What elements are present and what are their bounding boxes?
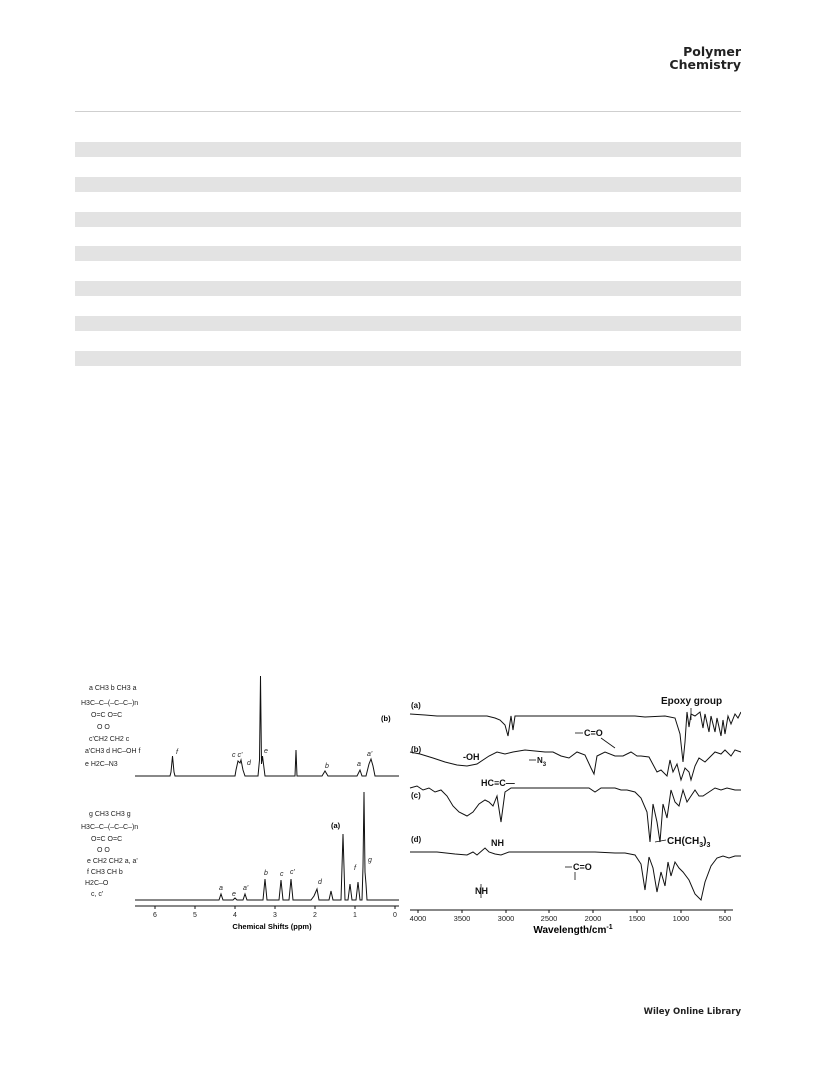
nmr-peak-label: c' [290, 869, 295, 876]
nmr-tick-label: 1 [353, 912, 357, 919]
nmr-peak-label: e [264, 748, 268, 755]
ir-trace-label: (d) [411, 835, 422, 844]
nmr-peak-label: g [368, 857, 372, 864]
nmr-peak-label: a' [367, 751, 373, 758]
nmr-peak-label: c c' [232, 752, 243, 759]
ir-x-axis-label: Wavelength/$cm^{-1}$ [533, 924, 613, 936]
ir-x-ticks [410, 910, 732, 923]
figure-svg [75, 672, 741, 942]
ir-trace-label: (c) [411, 791, 421, 800]
header-divider [75, 111, 741, 112]
nmr-peak-label: f [176, 749, 178, 756]
journal-name-line1: Polymer [683, 44, 741, 59]
tert-butyl-annotation: $CH(CH_3)_3$ [667, 836, 711, 849]
nmr-peak-label: b [264, 870, 268, 877]
redacted-text-bar [75, 246, 741, 261]
nmr-tick-label: 6 [153, 912, 157, 919]
ir-tick-label: 3500 [453, 914, 471, 923]
journal-name-line2: Chemistry [669, 57, 741, 72]
structure-line: O O [97, 724, 110, 731]
ir-panel [410, 696, 741, 936]
nh-annotation-c: NH [491, 838, 504, 848]
nmr-peak-label: d [318, 879, 322, 886]
structure-line: c'CH2 CH2 c [89, 736, 130, 743]
nmr-peak-label: f [354, 865, 356, 872]
ir-trace-c [410, 786, 741, 842]
ir-trace-labels [411, 701, 422, 844]
carbonyl-annotation-bottom: C=O [573, 862, 592, 872]
nmr-spectrum-b-label: (b) [381, 714, 391, 723]
nmr-peak-label: c [280, 871, 284, 878]
structure-line: g CH3 CH3 g [89, 811, 131, 818]
structure-line: e CH2 CH2 a, a' [87, 858, 138, 865]
ir-tick-label: 2500 [540, 914, 558, 923]
hydroxyl-annotation: -OH [463, 752, 480, 762]
structure-line: O O [97, 847, 110, 854]
nmr-peak-label: a [357, 761, 361, 768]
footer-wiley-online-library: Wiley Online Library [643, 1007, 741, 1017]
nmr-spectrum-a-label: (a) [331, 821, 341, 830]
structure-line: a'CH3 d HC–OH f [85, 748, 141, 755]
structure-line: H3C–C–(–C–C–)n [81, 700, 139, 707]
nmr-tick-label: 5 [193, 912, 197, 919]
redacted-text-bar [75, 142, 741, 157]
structure-line: c, c' [91, 891, 104, 898]
ir-trace-label: (a) [411, 701, 421, 710]
ir-tick-label: 4000 [409, 914, 427, 923]
ir-trace-label: (b) [411, 745, 422, 754]
nh-annotation-d: NH [475, 886, 488, 896]
nmr-peak-label: b [325, 763, 329, 770]
nmr-tick-label: 4 [233, 912, 237, 919]
structure-line: H2C–O [85, 880, 109, 887]
nmr-tick-label: 3 [273, 912, 277, 919]
nmr-peak-label: d [247, 760, 251, 767]
ir-annotations [463, 696, 722, 898]
structure-line: f CH3 CH b [87, 869, 123, 876]
nmr-peak-label: e [232, 891, 236, 898]
nmr-tick-label: 2 [313, 912, 317, 919]
nmr-peak-labels-b [176, 748, 373, 770]
ir-tick-label: 500 [718, 914, 732, 923]
nmr-x-axis-label: Chemical Shifts (ppm) [232, 922, 312, 931]
ir-tick-label: 2000 [584, 914, 602, 923]
ir-tick-label: 1000 [672, 914, 690, 923]
ir-trace-d [410, 848, 741, 900]
nmr-panel [81, 676, 399, 931]
redacted-text-bar [75, 212, 741, 227]
structure-b [81, 685, 140, 768]
redacted-text-bar [75, 316, 741, 331]
nmr-peak-label: a [219, 885, 223, 892]
ir-tick-label: 1500 [628, 914, 646, 923]
structure-line: O=C O=C [91, 712, 123, 719]
structure-line: e H2C–N3 [85, 761, 118, 768]
structure-a [81, 811, 138, 898]
nmr-x-ticks [153, 906, 397, 919]
journal-logo [669, 45, 741, 71]
structure-line: a CH3 b CH3 a [89, 685, 137, 692]
redacted-text-bar [75, 177, 741, 192]
alkyne-annotation: HC≡C— [481, 778, 515, 788]
redacted-text-bar [75, 281, 741, 296]
azide-annotation: $N_3$ [537, 756, 547, 768]
redacted-text-bar [75, 351, 741, 366]
nmr-tick-label: 0 [393, 912, 397, 919]
ir-tick-label: 3000 [497, 914, 515, 923]
ir-trace-b [410, 750, 741, 780]
carbonyl-annotation-top: C=O [584, 728, 603, 738]
epoxy-group-annotation: Epoxy group [661, 696, 723, 707]
figure [75, 672, 741, 947]
nmr-peak-label: a' [243, 885, 249, 892]
nmr-trace-a [135, 792, 399, 900]
structure-line: H3C–C–(–C–C–)n [81, 824, 139, 831]
structure-line: O=C O=C [91, 836, 123, 843]
